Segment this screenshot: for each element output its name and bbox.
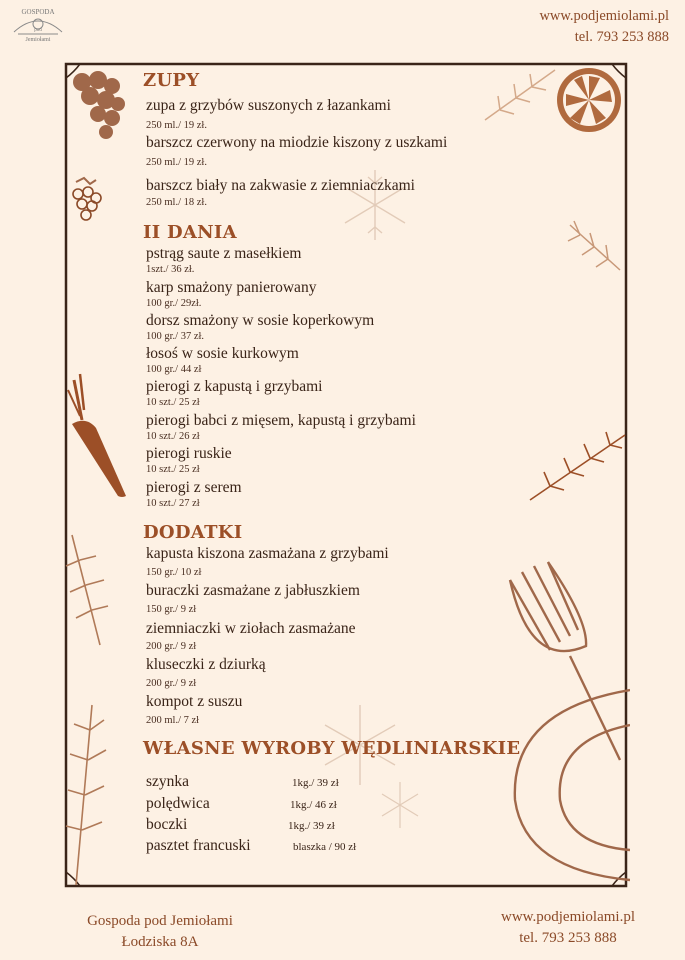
section-title-zupy: ZUPY	[143, 70, 200, 91]
menu-item-price: 100 gr./ 37 zł.	[146, 331, 205, 342]
section-title-dania: II DANIA	[143, 222, 237, 243]
footer-phone: tel. 793 253 888	[519, 930, 617, 946]
menu-item-price: blaszka / 90 zł	[293, 841, 357, 853]
menu-item-price: 10 szt./ 27 zł	[146, 498, 200, 509]
menu-item-price: 250 ml./ 18 zł.	[146, 197, 207, 208]
menu-item: kapusta kiszona zasmażana z grzybami	[146, 545, 389, 562]
footer-name: Gospoda pod Jemiołami	[87, 913, 233, 929]
menu-item-price: 150 gr./ 10 zł	[146, 567, 202, 578]
footer-street: Łodziska 8A	[121, 934, 199, 950]
menu-item: ziemniaczki w ziołach zasmażane	[146, 620, 356, 637]
svg-text:Jemiołami: Jemiołami	[25, 37, 51, 42]
menu-item: pierogi z kapustą i grzybami	[146, 378, 323, 395]
menu-item: pierogi babci z mięsem, kapustą i grzybami	[146, 412, 416, 429]
menu-item: zupa z grzybów suszonych z łazankami	[146, 97, 391, 114]
menu-item-price: 100 gr./ 29zł.	[146, 298, 202, 309]
menu-item-price: 200 gr./ 9 zł	[146, 678, 197, 689]
menu-item: pierogi ruskie	[146, 445, 232, 462]
menu-item: barszcz czerwony na miodzie kiszony z uszkami	[146, 134, 448, 151]
menu-item-price: 1szt./ 36 zł.	[146, 264, 195, 275]
header-phone: tel. 793 253 888	[574, 29, 669, 45]
menu-item-price: 10 szt./ 26 zł	[146, 431, 200, 442]
menu-item-price: 200 gr./ 9 zł	[146, 641, 197, 652]
footer-website[interactable]: www.podjemiolami.pl	[500, 909, 635, 925]
section-title-wedliny: WŁASNE WYROBY WĘDLINIARSKIE	[143, 738, 521, 759]
menu-item: łosoś w sosie kurkowym	[146, 345, 299, 362]
menu-item-price: 150 gr./ 9 zł	[146, 604, 197, 615]
menu-item: kluseczki z dziurką	[146, 656, 266, 673]
menu-item: boczki	[146, 816, 188, 833]
menu-item-price: 1kg./ 39 zł	[292, 777, 339, 789]
menu-item: pierogi z serem	[146, 479, 242, 496]
menu-item: dorsz smażony w sosie koperkowym	[146, 312, 375, 329]
menu-item-price: 1kg./ 39 zł	[288, 820, 335, 832]
menu-item: barszcz biały na zakwasie z ziemniaczkami	[146, 177, 415, 194]
svg-text:GOSPODA: GOSPODA	[21, 8, 55, 16]
menu-item: pasztet francuski	[146, 837, 251, 854]
menu-item-price: 200 ml./ 7 zł	[146, 715, 200, 726]
menu-item: szynka	[146, 773, 190, 790]
menu-item-price: 10 szt./ 25 zł	[146, 397, 200, 408]
footer-contact	[501, 907, 635, 949]
header-website[interactable]: www.podjemiolami.pl	[539, 8, 669, 24]
svg-text:pod: pod	[34, 28, 42, 33]
section-title-dodatki: DODATKI	[143, 522, 243, 543]
menu-item: kompot z suszu	[146, 693, 243, 710]
menu-item-price: 250 ml./ 19 zł.	[146, 120, 207, 131]
menu-item-price: 10 szt./ 25 zł	[146, 464, 200, 475]
menu-item: buraczki zasmażane z jabłuszkiem	[146, 582, 360, 599]
menu-item: pstrąg saute z masełkiem	[146, 245, 302, 262]
menu-item: karp smażony panierowany	[146, 279, 317, 296]
footer-address	[70, 911, 250, 953]
menu-item-price: 1kg./ 46 zł	[290, 799, 337, 811]
menu-item: polędwica	[146, 795, 210, 812]
menu-item-price: 250 ml./ 19 zł.	[146, 157, 207, 168]
menu-item-price: 100 gr./ 44 zł	[146, 364, 202, 375]
